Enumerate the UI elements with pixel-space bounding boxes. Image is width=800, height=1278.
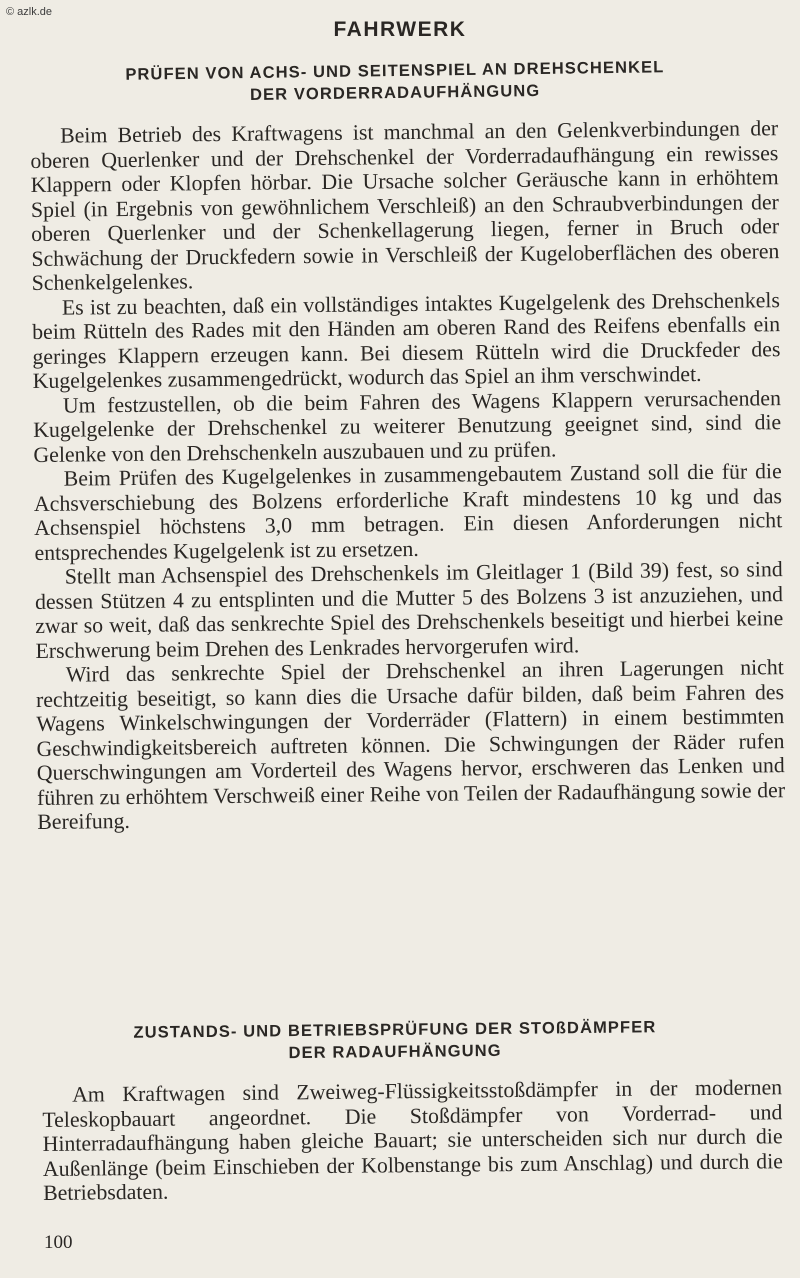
watermark: © azlk.de xyxy=(6,6,53,18)
page-number: 100 xyxy=(44,1232,73,1253)
heading-line: ZUSTANDS- UND BETRIEBSPRÜFUNG DER STOßDÄMPFER xyxy=(133,1018,657,1042)
section-body-2 xyxy=(42,1075,783,1205)
paragraph: Beim Betrieb des Kraftwagens ist manchmal an den Gelenkverbindungen der oberen Querlenker und der Drehschenkel der Vorderradaufhängung ein rewisses Klappern oder Klopfen hörbar. Die Ursache solcher Geräusche kann in erhöhtem Spiel (in Ergebnis von gewöhnlichem Verschleiß) an den Schraubverbindungen der oberen Querlenker und der Schenkellagerung liegen, ferner in Bruch oder Schwächung der Druckfedern sowie in Verschleiß der Kugeloberflächen des oberen Schenkelgelenkes. xyxy=(30,116,780,295)
section-body-1 xyxy=(30,116,785,834)
running-head: FAHRWERK xyxy=(333,18,467,41)
paragraph: Beim Prüfen des Kugelgelenkes in zusammengebautem Zustand soll die für die Achsverschiebung des Bolzens erforderliche Kraft mindestens 10 kg und das Achsenspiel höchstens 3,0 mm betragen. Ein diesen Anforderungen nicht entsprechendes Kugelgelenk ist zu ersetzen. xyxy=(33,459,783,565)
section-heading-1 xyxy=(0,54,790,109)
paragraph: Es ist zu beachten, daß ein vollständiges intaktes Kugelgelenk des Drehschenkels beim Rütteln des Rades mit den Händen am oberen Rand des Reifens ebenfalls ein geringes Klappern erzeugen kann. Bei diesem Rütteln wird die Druckfeder des Kugelgelenkes zusammengedrückt, wodurch das Spiel an ihm verschwindet. xyxy=(32,287,781,393)
paragraph: Um festzustellen, ob die beim Fahren des Wagens Klappern verursachenden Kugelgelenke der Drehschenkel zu weiterer Benutzung geeignet sind, sind die Gelenke von den Drehschenkeln auszubauen und zu prüfen. xyxy=(33,385,782,467)
heading-line: DER RADAUFHÄNGUNG xyxy=(288,1041,502,1063)
heading-line: DER VORDERRADAUFHÄNGUNG xyxy=(249,81,541,105)
section-heading-2 xyxy=(0,1015,790,1067)
paragraph: Wird das senkrechte Spiel der Drehschenkel an ihren Lagerungen nicht rechtzeitig beseitigt, so kann dies die Ursache dafür bilden, daß beim Fahren des Wagens Winkelschwingungen der Vorderräder (Flattern) in einem bestimmten Geschwindigkeitsbereich auftreten können. Die Schwingungen der Räder rufen Querschwingungen am Vorderteil des Wagens hervor, erschweren das Lenken und führen zu erhöhtem Verschweiß einer Reihe von Teilen der Radaufhängung sowie der Bereifung. xyxy=(35,655,786,834)
paragraph: Am Kraftwagen sind Zweiweg-Flüssigkeitsstoßdämpfer in der modernen Teleskopbauart angeordnet. Die Stoßdämpfer von Vorderrad- und Hinterradaufhängung haben gleiche Bauart; sie unterscheiden sich nur durch die Außenlänge (beim Einschieben der Kolbenstange bis zum Anschlag) und durch die Betriebsdaten. xyxy=(42,1075,783,1205)
paragraph: Stellt man Achsenspiel des Drehschenkels im Gleitlager 1 (Bild 39) fest, so sind dessen Stützen 4 zu entsplinten und die Mutter 5 des Bolzens 3 ist anzuziehen, und zwar so weit, daß das senkrechte Spiel des Drehschenkels beseitigt und hierbei keine Erschwerung beim Drehen des Lenkrades hervorgerufen wird. xyxy=(34,557,784,663)
heading-line: PRÜFEN VON ACHS- UND SEITENSPIEL AN DREHSCHENKEL xyxy=(125,58,665,84)
